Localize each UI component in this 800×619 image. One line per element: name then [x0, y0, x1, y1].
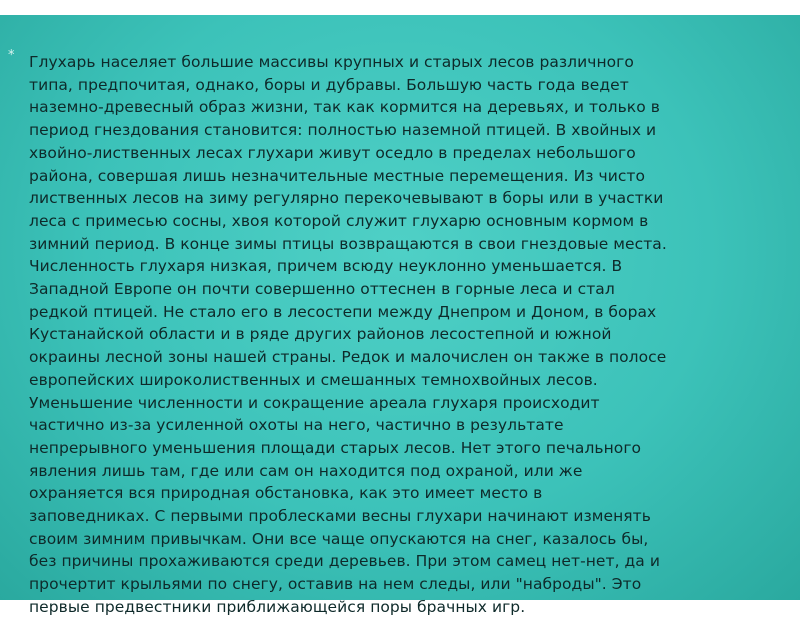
slide [0, 15, 800, 616]
bullet-marker: * [8, 48, 15, 63]
body-paragraph: Глухарь населяет большие массивы крупных и старых лесов различного типа, предпочитая, однако, боры и дубравы. Большую часть года ведет наземно-древесный образ жизни, так как кормится на деревьях, и только в период гнездования становится: полностью наземной птицей. В хвойных и хвойно-лиственных лесах глухари живут оседло в пределах небольшого района, совершая лишь незначительные местные перемещения. Из чисто лиственных лесов на зиму регулярно перекочевывают в боры или в участки леса с примесью сосны, хвоя которой служит глухарю основным кормом в зимний период. В конце зимы птицы возвращаются в свои гнездовые места. Численность глухаря низкая, причем всюду неуклонно уменьшается. В Западной Европе он почти совершенно оттеснен в горные леса и стал редкой птицей. Не стало его в лесостепи между Днепром и Доном, в борах Кустанайской области и в ряде других районов лесостепной и южной окраины лесной зоны нашей страны. Редок и малочислен он также в полосе европейских широколиственных и смешанных темнохвойных лесов. Уменьшение численности и сокращение ареала глухаря происходит частично из-за усиленной охоты на него, частично в результате непрерывного уменьшения площади старых лесов. Нет этого печального явления лишь там, где или сам он находится под охраной, или же охраняется вся природная обстановка, как это имеет место в заповедниках. С первыми проблесками весны глухари начинают изменять своим зимним привычкам. Они все чаще опускаются на снег, казалось бы, без причины прохаживаются среди деревьев. При этом самец нет-нет, да и прочертит крыльями по снегу, оставив на нем следы, или "наброды". Это первые предвестники приближающейся поры брачных игр. [29, 53, 667, 616]
